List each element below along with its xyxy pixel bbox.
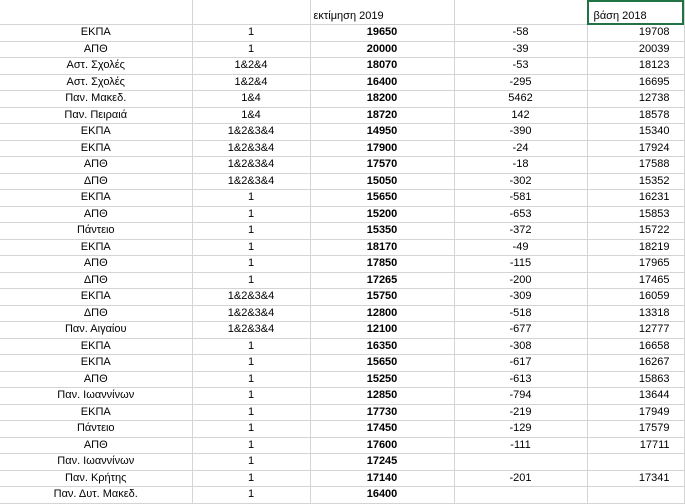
table-row (0, 25, 684, 42)
university-cell[interactable]: Παν. Ιωαννίνων (0, 388, 192, 405)
estimate-2019-cell[interactable]: 17450 (310, 421, 454, 438)
university-cell[interactable]: Παν. Δυτ. Μακεδ. (0, 487, 192, 504)
table-row (0, 371, 684, 388)
field-code-cell[interactable]: 1&2&4 (192, 58, 310, 75)
university-cell[interactable]: ΕΚΠΑ (0, 190, 192, 207)
difference-cell[interactable]: -295 (454, 74, 587, 91)
university-cell[interactable]: Παν. Αιγαίου (0, 322, 192, 339)
university-cell[interactable]: ΕΚΠΑ (0, 25, 192, 42)
table-row (0, 223, 684, 240)
estimate-2019-cell[interactable]: 18720 (310, 107, 454, 124)
difference-cell[interactable]: -613 (454, 371, 587, 388)
difference-cell[interactable]: -308 (454, 338, 587, 355)
base-2018-cell[interactable]: 17965 (587, 256, 684, 273)
table-row (0, 355, 684, 372)
field-code-cell[interactable]: 1&4 (192, 91, 310, 108)
table-row (0, 107, 684, 124)
estimate-2019-cell[interactable]: 15050 (310, 173, 454, 190)
estimate-2019-cell[interactable]: 16350 (310, 338, 454, 355)
estimate-2019-cell[interactable]: 17570 (310, 157, 454, 174)
university-cell[interactable]: Παν. Πειραιά (0, 107, 192, 124)
difference-cell[interactable]: -518 (454, 305, 587, 322)
base-2018-cell[interactable]: 17949 (587, 404, 684, 421)
estimate-2019-cell[interactable]: 15200 (310, 206, 454, 223)
estimate-2019-cell[interactable]: 12850 (310, 388, 454, 405)
header-row (0, 0, 684, 25)
university-cell[interactable]: ΑΠΘ (0, 371, 192, 388)
base-2018-cell[interactable]: 12738 (587, 91, 684, 108)
university-cell[interactable]: ΔΠΘ (0, 272, 192, 289)
estimate-2019-cell[interactable]: 19650 (310, 25, 454, 42)
university-cell[interactable]: ΑΠΘ (0, 256, 192, 273)
field-code-cell[interactable]: 1&2&3&4 (192, 124, 310, 141)
estimate-2019-cell[interactable]: 15350 (310, 223, 454, 240)
field-code-cell[interactable]: 1 (192, 338, 310, 355)
base-2018-cell[interactable]: 19708 (587, 25, 684, 42)
table-row (0, 404, 684, 421)
estimate-2019-cell[interactable]: 14950 (310, 124, 454, 141)
field-code-cell[interactable]: 1&2&3&4 (192, 305, 310, 322)
university-cell[interactable]: Παν. Ιωαννίνων (0, 454, 192, 471)
field-code-cell[interactable]: 1 (192, 190, 310, 207)
university-cell[interactable]: Πάντειο (0, 223, 192, 240)
difference-cell[interactable]: -653 (454, 206, 587, 223)
university-cell[interactable]: ΔΠΘ (0, 305, 192, 322)
field-code-cell[interactable]: 1 (192, 437, 310, 454)
header-base-2018[interactable]: βάση 2018 (587, 0, 684, 25)
university-cell[interactable]: ΕΚΠΑ (0, 404, 192, 421)
field-code-cell[interactable]: 1 (192, 421, 310, 438)
field-code-cell[interactable]: 1 (192, 404, 310, 421)
table-row (0, 206, 684, 223)
table-row (0, 421, 684, 438)
table-row (0, 157, 684, 174)
university-cell[interactable]: ΑΠΘ (0, 41, 192, 58)
estimate-2019-cell[interactable]: 16400 (310, 74, 454, 91)
difference-cell[interactable]: -39 (454, 41, 587, 58)
header-cell-empty[interactable] (454, 0, 587, 25)
university-cell[interactable]: ΕΚΠΑ (0, 289, 192, 306)
estimate-2019-cell[interactable]: 17600 (310, 437, 454, 454)
university-cell[interactable]: Αστ. Σχολές (0, 74, 192, 91)
base-2018-cell[interactable]: 17341 (587, 470, 684, 487)
university-cell[interactable]: Παν. Μακεδ. (0, 91, 192, 108)
field-code-cell[interactable]: 1&2&3&4 (192, 173, 310, 190)
field-code-cell[interactable]: 1 (192, 256, 310, 273)
table-row (0, 388, 684, 405)
university-cell[interactable]: ΑΠΘ (0, 437, 192, 454)
base-2018-cell[interactable]: 16695 (587, 74, 684, 91)
base-2018-cell[interactable] (587, 487, 684, 504)
difference-cell[interactable]: -794 (454, 388, 587, 405)
university-cell[interactable]: ΑΠΘ (0, 206, 192, 223)
table-row (0, 454, 684, 471)
university-cell[interactable]: ΑΠΘ (0, 157, 192, 174)
base-2018-cell[interactable]: 16658 (587, 338, 684, 355)
difference-cell[interactable]: -201 (454, 470, 587, 487)
field-code-cell[interactable]: 1 (192, 272, 310, 289)
base-2018-cell[interactable]: 15853 (587, 206, 684, 223)
field-code-cell[interactable]: 1&2&4 (192, 74, 310, 91)
difference-cell[interactable]: -677 (454, 322, 587, 339)
table-row (0, 74, 684, 91)
base-2018-cell[interactable]: 17924 (587, 140, 684, 157)
difference-cell[interactable]: -219 (454, 404, 587, 421)
difference-cell[interactable]: -18 (454, 157, 587, 174)
field-code-cell[interactable]: 1 (192, 239, 310, 256)
difference-cell[interactable]: -53 (454, 58, 587, 75)
field-code-cell[interactable]: 1&2&3&4 (192, 140, 310, 157)
table-row (0, 190, 684, 207)
estimate-2019-cell[interactable]: 15250 (310, 371, 454, 388)
field-code-cell[interactable]: 1 (192, 454, 310, 471)
base-2018-cell[interactable]: 15863 (587, 371, 684, 388)
field-code-cell[interactable]: 1 (192, 371, 310, 388)
base-2018-cell[interactable]: 20039 (587, 41, 684, 58)
field-code-cell[interactable]: 1&2&3&4 (192, 289, 310, 306)
base-2018-cell[interactable]: 15340 (587, 124, 684, 141)
estimate-2019-cell[interactable]: 15650 (310, 355, 454, 372)
estimate-2019-cell[interactable]: 15650 (310, 190, 454, 207)
table-row (0, 173, 684, 190)
field-code-cell[interactable]: 1 (192, 487, 310, 504)
table-row (0, 487, 684, 504)
table-row (0, 470, 684, 487)
table-row (0, 305, 684, 322)
difference-cell[interactable]: 142 (454, 107, 587, 124)
university-cell[interactable]: ΕΚΠΑ (0, 239, 192, 256)
field-code-cell[interactable]: 1 (192, 41, 310, 58)
header-estimate-2019[interactable]: εκτίμηση 2019 (310, 0, 454, 25)
difference-cell[interactable]: -58 (454, 25, 587, 42)
table-row (0, 239, 684, 256)
table-row (0, 289, 684, 306)
base-2018-cell[interactable]: 12777 (587, 322, 684, 339)
difference-cell[interactable]: -111 (454, 437, 587, 454)
estimate-2019-cell[interactable]: 12100 (310, 322, 454, 339)
table-row (0, 124, 684, 141)
difference-cell[interactable] (454, 454, 587, 471)
field-code-cell[interactable]: 1 (192, 470, 310, 487)
base-2018-cell[interactable]: 17588 (587, 157, 684, 174)
university-cell[interactable]: Πάντειο (0, 421, 192, 438)
table-row (0, 338, 684, 355)
base-2018-cell[interactable]: 15352 (587, 173, 684, 190)
difference-cell[interactable]: -129 (454, 421, 587, 438)
difference-cell[interactable]: 5462 (454, 91, 587, 108)
university-cell[interactable]: ΔΠΘ (0, 173, 192, 190)
field-code-cell[interactable]: 1 (192, 388, 310, 405)
difference-cell[interactable]: -200 (454, 272, 587, 289)
base-2018-cell[interactable]: 15722 (587, 223, 684, 240)
field-code-cell[interactable]: 1 (192, 25, 310, 42)
estimate-2019-cell[interactable]: 17850 (310, 256, 454, 273)
field-code-cell[interactable]: 1&4 (192, 107, 310, 124)
base-2018-cell[interactable]: 16059 (587, 289, 684, 306)
base-2018-cell[interactable] (587, 454, 684, 471)
base-2018-cell[interactable]: 18123 (587, 58, 684, 75)
base-2018-cell[interactable]: 17579 (587, 421, 684, 438)
header-cell-empty[interactable] (192, 0, 310, 25)
estimate-2019-cell[interactable]: 17730 (310, 404, 454, 421)
estimate-2019-cell[interactable]: 15750 (310, 289, 454, 306)
estimate-2019-cell[interactable]: 17245 (310, 454, 454, 471)
difference-cell[interactable]: -24 (454, 140, 587, 157)
difference-cell[interactable]: -581 (454, 190, 587, 207)
estimate-2019-cell[interactable]: 18070 (310, 58, 454, 75)
table-row (0, 256, 684, 273)
table-row (0, 41, 684, 58)
base-2018-cell[interactable]: 17711 (587, 437, 684, 454)
difference-cell[interactable]: -309 (454, 289, 587, 306)
estimate-2019-cell[interactable]: 17140 (310, 470, 454, 487)
field-code-cell[interactable]: 1 (192, 206, 310, 223)
base-2018-cell[interactable]: 17465 (587, 272, 684, 289)
table-row (0, 322, 684, 339)
estimate-2019-cell[interactable]: 20000 (310, 41, 454, 58)
university-cell[interactable]: ΕΚΠΑ (0, 140, 192, 157)
table-row (0, 140, 684, 157)
university-cell[interactable]: ΕΚΠΑ (0, 355, 192, 372)
field-code-cell[interactable]: 1&2&3&4 (192, 322, 310, 339)
table-row (0, 91, 684, 108)
estimate-2019-cell[interactable]: 17900 (310, 140, 454, 157)
difference-cell[interactable]: -302 (454, 173, 587, 190)
difference-cell[interactable]: -49 (454, 239, 587, 256)
base-2018-cell[interactable]: 13318 (587, 305, 684, 322)
estimate-2019-cell[interactable]: 12800 (310, 305, 454, 322)
base-2018-cell[interactable]: 16231 (587, 190, 684, 207)
field-code-cell[interactable]: 1&2&3&4 (192, 157, 310, 174)
base-2018-cell[interactable]: 18578 (587, 107, 684, 124)
table-row (0, 272, 684, 289)
difference-cell[interactable] (454, 487, 587, 504)
base-2018-cell[interactable]: 16267 (587, 355, 684, 372)
base-2018-cell[interactable]: 18219 (587, 239, 684, 256)
university-cell[interactable]: ΕΚΠΑ (0, 338, 192, 355)
university-cell[interactable]: ΕΚΠΑ (0, 124, 192, 141)
field-code-cell[interactable]: 1 (192, 355, 310, 372)
header-cell-empty[interactable] (0, 0, 192, 25)
table-row (0, 58, 684, 75)
university-cell[interactable]: Αστ. Σχολές (0, 58, 192, 75)
table-row (0, 437, 684, 454)
field-code-cell[interactable]: 1 (192, 223, 310, 240)
estimate-2019-cell[interactable]: 18170 (310, 239, 454, 256)
estimate-2019-cell[interactable]: 18200 (310, 91, 454, 108)
difference-cell[interactable]: -372 (454, 223, 587, 240)
difference-cell[interactable]: -390 (454, 124, 587, 141)
estimate-2019-cell[interactable]: 17265 (310, 272, 454, 289)
university-cell[interactable]: Παν. Κρήτης (0, 470, 192, 487)
difference-cell[interactable]: -617 (454, 355, 587, 372)
estimate-2019-cell[interactable]: 16400 (310, 487, 454, 504)
base-2018-cell[interactable]: 13644 (587, 388, 684, 405)
difference-cell[interactable]: -115 (454, 256, 587, 273)
